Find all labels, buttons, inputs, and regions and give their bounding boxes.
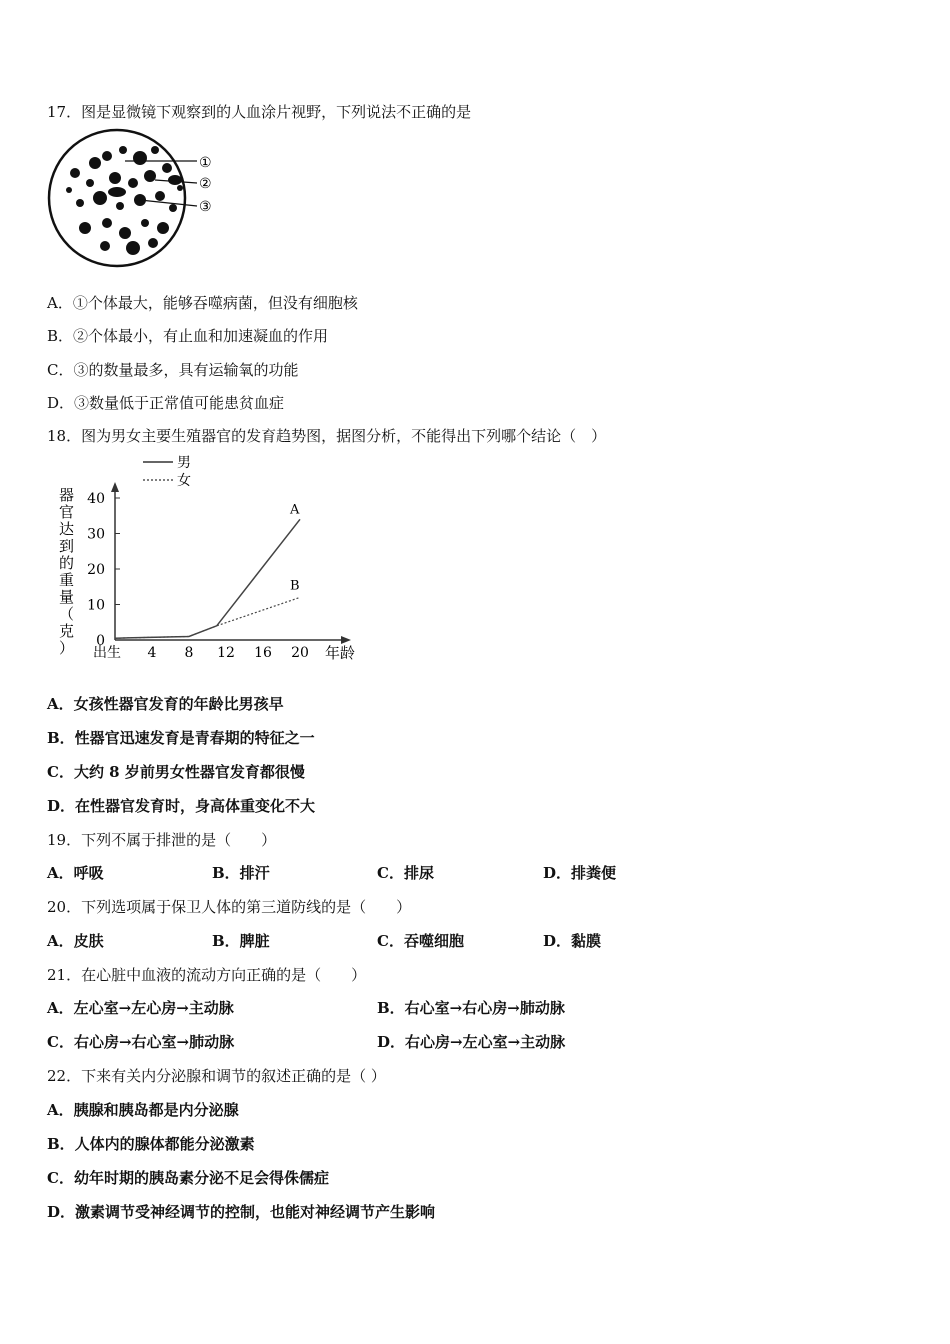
label-3: ③ <box>199 199 212 215</box>
q20-stem: 20．下列选项属于保卫人体的第三道防线的是（ ） <box>47 898 412 916</box>
q20-option-d: D．黏膜 <box>543 932 602 950</box>
y-label-char: 官 <box>59 503 75 521</box>
q17-option-c: C．③的数量最多，具有运输氧的功能 <box>47 361 299 379</box>
label-1: ① <box>199 155 212 171</box>
x-tick-label: 4 <box>147 645 157 661</box>
y-label-char: 到 <box>59 537 75 555</box>
q19-stem: 19．下列不属于排泄的是（ ） <box>47 831 277 849</box>
y-tick-label: 0 <box>96 633 105 649</box>
series-label-A: A <box>290 502 300 518</box>
y-tick-label: 20 <box>87 562 105 578</box>
q18-option-c: C．大约 8 岁前男女性器官发育都很慢 <box>47 763 305 781</box>
q19-option-a: A．呼吸 <box>47 864 104 882</box>
q21-stem: 21．在心脏中血液的流动方向正确的是（ ） <box>47 966 367 984</box>
q22-stem: 22．下来有关内分泌腺和调节的叙述正确的是（ ） <box>47 1067 386 1085</box>
q21-option-c: C．右心房→右心室→肺动脉 <box>47 1033 235 1051</box>
q17-option-d: D．③数量低于正常值可能患贫血症 <box>47 394 285 412</box>
y-label-char: 达 <box>59 520 75 538</box>
y-axis-label <box>59 486 74 657</box>
q17-option-a: A．①个体最大，能够吞噬病菌，但没有细胞核 <box>47 294 358 312</box>
q18-stem: 18．图为男女主要生殖器官的发育趋势图，据图分析，不能得出下列哪个结论（ ） <box>47 427 607 445</box>
x-tick-label: 8 <box>184 645 194 661</box>
q22-option-c: C．幼年时期的胰岛素分泌不足会得侏儒症 <box>47 1169 329 1187</box>
y-label-char: 克 <box>59 622 75 640</box>
q22-option-d: D．激素调节受神经调节的控制，也能对神经调节产生影响 <box>47 1203 436 1221</box>
q21-option-b: B．右心室→右心房→肺动脉 <box>377 999 565 1017</box>
q21-option-d: D．右心房→左心室→主动脉 <box>377 1033 566 1051</box>
blood-smear-figure <box>45 128 225 268</box>
x-tick-label: 20 <box>291 645 309 661</box>
q22-option-a: A．胰腺和胰岛都是内分泌腺 <box>47 1101 239 1119</box>
legend-male: 男 <box>177 455 191 471</box>
q18-option-b: B．性器官迅速发育是青春期的特征之一 <box>47 729 315 747</box>
series-label-B: B <box>290 578 300 594</box>
q22-option-b: B．人体内的腺体都能分泌激素 <box>47 1135 255 1153</box>
q19-option-b: B．排汗 <box>212 864 270 882</box>
q21-option-a: A．左心室→左心房→主动脉 <box>47 999 234 1017</box>
y-label-char: 量 <box>59 588 75 606</box>
x-tick-label: 出生 <box>93 645 121 661</box>
y-label-char: ） <box>59 639 75 657</box>
q20-option-c: C．吞噬细胞 <box>377 932 464 950</box>
y-label-char: 重 <box>59 571 75 589</box>
y-label-char: 器 <box>59 486 75 504</box>
q20-option-a: A．皮肤 <box>47 932 104 950</box>
legend-female: 女 <box>177 473 191 489</box>
q20-option-b: B．脾脏 <box>212 932 270 950</box>
q19-option-d: D．排粪便 <box>543 864 617 882</box>
y-label-char: 的 <box>59 554 75 572</box>
q18-option-d: D．在性器官发育时，身高体重变化不大 <box>47 797 316 815</box>
q19-option-c: C．排尿 <box>377 864 434 882</box>
label-2: ② <box>199 176 212 192</box>
q17-option-b: B．②个体最小，有止血和加速凝血的作用 <box>47 327 329 345</box>
x-tick-label: 12 <box>217 645 235 661</box>
series-male <box>115 519 300 638</box>
series-female <box>115 597 300 638</box>
growth-chart <box>55 450 375 670</box>
y-tick-label: 40 <box>87 491 105 507</box>
y-tick-label: 10 <box>87 597 105 614</box>
x-tick-label: 16 <box>254 645 272 661</box>
q17-stem: 17．图是显微镜下观察到的人血涂片视野，下列说法不正确的是 <box>47 103 472 121</box>
y-tick-label: 30 <box>87 526 105 543</box>
x-axis-label: 年龄 <box>325 644 356 662</box>
y-label-char: （ <box>59 605 75 623</box>
q18-option-a: A．女孩性器官发育的年龄比男孩早 <box>47 695 284 713</box>
